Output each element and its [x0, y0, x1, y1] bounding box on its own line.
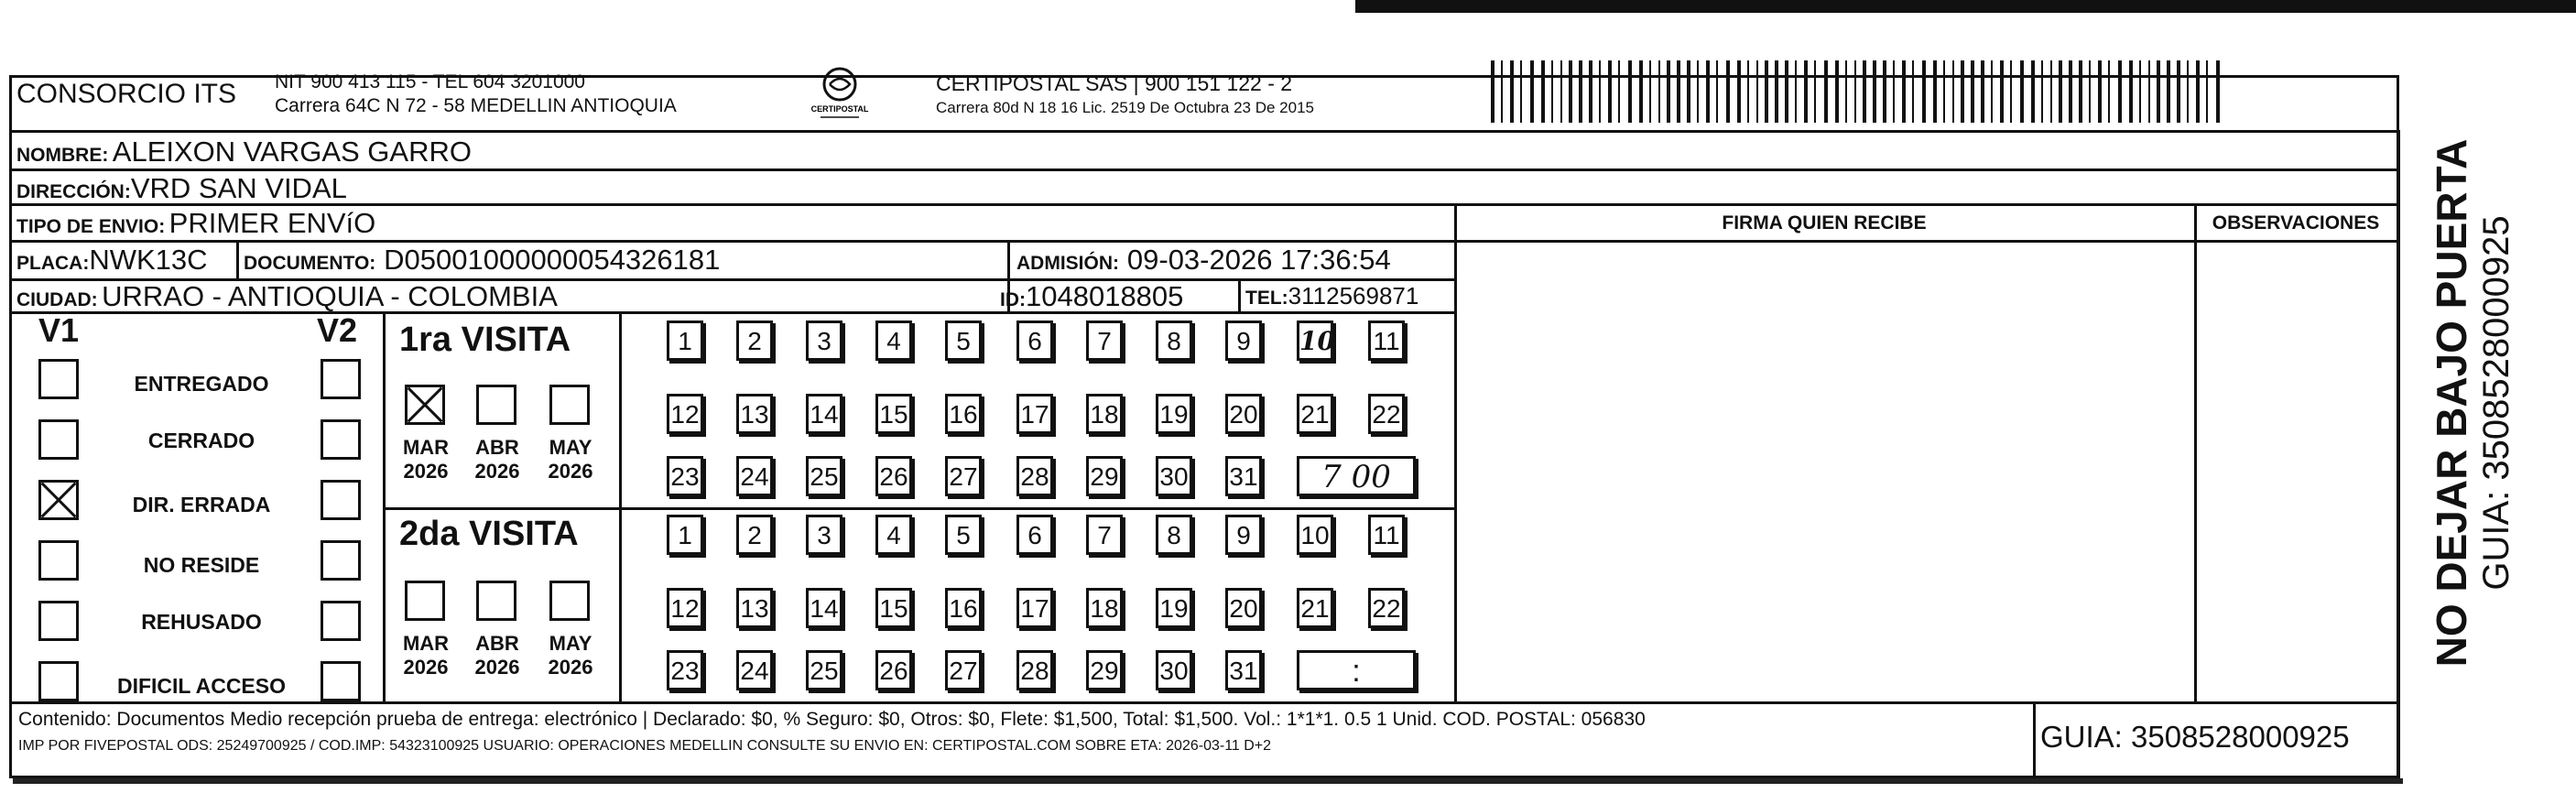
- barcode-bar: [2041, 60, 2043, 123]
- side-label: [2428, 139, 2517, 668]
- footer-guia: GUIA: 3508528000925: [2040, 720, 2350, 754]
- ciudad-row: [16, 280, 558, 313]
- rule: [2033, 701, 2036, 778]
- barcode-bar: [1961, 60, 1964, 123]
- barcode-bar: [1706, 60, 1710, 123]
- year-label: 2026: [474, 656, 520, 679]
- v1-checkbox[interactable]: [38, 359, 79, 399]
- barcode-bar: [1893, 60, 1895, 123]
- v1-checkbox[interactable]: [38, 661, 79, 701]
- second-visit-day-12[interactable]: 12: [667, 588, 703, 628]
- admision-row: [1016, 244, 1391, 277]
- barcode-bar: [2139, 60, 2141, 123]
- status-label: CERRADO: [147, 429, 255, 452]
- documento-label: DOCUMENTO:: [244, 253, 376, 274]
- company-nit: NIT 900 413 115 - TEL 604 3201000: [275, 71, 585, 92]
- second-visit-day-7[interactable]: 7: [1086, 515, 1123, 555]
- first-visit-day-8[interactable]: 8: [1156, 320, 1192, 361]
- barcode-bar: [1814, 60, 1816, 123]
- first-visit-day-11[interactable]: 11: [1368, 320, 1405, 361]
- second-visit-day-28[interactable]: 28: [1016, 650, 1053, 690]
- rule: [385, 507, 1456, 510]
- barcode-bar: [1520, 60, 1522, 123]
- second-visit-day-1[interactable]: 1: [667, 515, 703, 555]
- first-visit-day-3[interactable]: 3: [806, 320, 842, 361]
- status-label: DIR. ERRADA: [132, 493, 271, 516]
- barcode-bar: [1795, 60, 1797, 123]
- barcode-bar: [1785, 60, 1788, 123]
- barcode-bar: [2079, 60, 2082, 123]
- first-visit-day-30[interactable]: 30: [1156, 456, 1192, 496]
- first-visit-day-31[interactable]: 31: [1225, 456, 1262, 496]
- barcode-bar: [1902, 60, 1906, 123]
- first-visit-day-6[interactable]: 6: [1016, 320, 1053, 361]
- second-visit-day-3[interactable]: 3: [806, 515, 842, 555]
- rule: [9, 203, 2399, 206]
- year-label: 2026: [548, 656, 593, 679]
- barcode-bar: [1687, 60, 1690, 123]
- second-visit-day-14[interactable]: 14: [806, 588, 842, 628]
- barcode-bar: [1747, 60, 1749, 123]
- barcode-bar: [1628, 60, 1632, 123]
- delivery-form-frame: [9, 75, 2399, 778]
- barcode-bar: [1804, 60, 1808, 123]
- placa-row: [16, 244, 208, 277]
- id-label: ID:: [1000, 289, 1026, 310]
- barcode-bar: [1854, 60, 1856, 123]
- barcode-bar: [2206, 60, 2208, 123]
- placa-label: PLACA:: [16, 253, 90, 274]
- barcode-bar: [1824, 60, 1828, 123]
- second-visit-title: 2da VISITA: [399, 515, 579, 553]
- second-visit-day-22[interactable]: 22: [1368, 588, 1405, 628]
- month-checkbox[interactable]: [476, 581, 516, 621]
- second-visit-day-15[interactable]: 15: [875, 588, 912, 628]
- second-visit-day-17[interactable]: 17: [1016, 588, 1053, 628]
- id-value: 1048018805: [1026, 280, 1184, 312]
- second-visit-day-21[interactable]: 21: [1297, 588, 1333, 628]
- nombre-label: NOMBRE:: [16, 145, 109, 166]
- month-label: MAR: [402, 436, 450, 459]
- rule: [2397, 130, 2400, 778]
- barcode-bar: [1697, 60, 1699, 123]
- second-visit-day-24[interactable]: 24: [736, 650, 773, 690]
- tel-label: TEL:: [1245, 288, 1288, 309]
- second-visit-day-31[interactable]: 31: [1225, 650, 1262, 690]
- ciudad-value: URRAO - ANTIOQUIA - COLOMBIA: [102, 280, 558, 312]
- barcode-bar: [1569, 60, 1572, 123]
- first-visit-day-14[interactable]: 14: [806, 394, 842, 434]
- barcode-bar: [2129, 60, 2133, 123]
- barcode-bar: [2050, 60, 2052, 123]
- barcode-bar: [2069, 60, 2072, 123]
- second-visit-day-5[interactable]: 5: [945, 515, 982, 555]
- rule: [1238, 278, 1241, 311]
- v2-checkbox[interactable]: [321, 601, 361, 641]
- v1-checkbox[interactable]: [38, 419, 79, 460]
- company-name: CONSORCIO ITS: [16, 79, 237, 109]
- rule: [383, 311, 386, 701]
- barcode-bar: [1845, 60, 1847, 123]
- first-visit-day-22[interactable]: 22: [1368, 394, 1405, 434]
- month-caption: [538, 436, 603, 483]
- id-row: [1000, 280, 1183, 313]
- firma-header: FIRMA QUIEN RECIBE: [1722, 212, 1927, 234]
- documento-row: [244, 244, 720, 277]
- second-visit-day-19[interactable]: 19: [1156, 588, 1192, 628]
- barcode-bar: [1716, 60, 1718, 123]
- barcode-bar: [1981, 60, 1984, 123]
- barcode-bar: [2196, 60, 2200, 123]
- first-visit-day-5[interactable]: 5: [945, 320, 982, 361]
- certipostal-logo: [808, 64, 872, 121]
- barcode-bar: [1560, 60, 1562, 123]
- admision-label: ADMISIÓN:: [1016, 253, 1119, 274]
- second-visit-day-8[interactable]: 8: [1156, 515, 1192, 555]
- second-visit-day-23[interactable]: 23: [667, 650, 703, 690]
- barcode-bar: [1501, 60, 1503, 123]
- barcode-bar: [1551, 60, 1553, 123]
- rule: [9, 168, 2399, 171]
- barcode-bar: [1835, 60, 1839, 123]
- first-visit-day-13[interactable]: 13: [736, 394, 773, 434]
- barcode-bar: [1677, 60, 1680, 123]
- first-visit-day-20[interactable]: 20: [1225, 394, 1262, 434]
- barcode-bar: [2059, 60, 2062, 123]
- admision-value: 09-03-2026 17:36:54: [1126, 244, 1391, 276]
- side-guia: GUIA: 3508528000925: [2476, 215, 2516, 591]
- first-visit-day-25[interactable]: 25: [806, 456, 842, 496]
- barcode-bar: [1991, 60, 1993, 123]
- carrier-name: CERTIPOSTAL SAS | 900 151 122 - 2: [936, 71, 1293, 95]
- status-label: NO RESIDE: [143, 553, 260, 577]
- v1-checkbox[interactable]: [38, 480, 79, 520]
- barcode-bar: [1912, 60, 1914, 123]
- barcode-bar: [1863, 60, 1866, 123]
- first-visit-day-21[interactable]: 21: [1297, 394, 1333, 434]
- first-visit-day-28[interactable]: 28: [1016, 456, 1053, 496]
- first-visit-day-23[interactable]: 23: [667, 456, 703, 496]
- rule: [236, 240, 239, 278]
- v2-checkbox[interactable]: [321, 359, 361, 399]
- second-visit-day-13[interactable]: 13: [736, 588, 773, 628]
- month-checkbox[interactable]: [549, 581, 590, 621]
- v2-checkbox[interactable]: [321, 540, 361, 581]
- second-visit-day-18[interactable]: 18: [1086, 588, 1123, 628]
- svg-text:CERTIPOSTAL: CERTIPOSTAL: [810, 104, 869, 114]
- tipo-label: TIPO DE ENVIO:: [16, 216, 166, 237]
- barcode-bar: [1491, 60, 1495, 123]
- barcode-bar: [1530, 60, 1534, 123]
- v2-header: V2: [317, 311, 358, 349]
- company-address: Carrera 64C N 72 - 58 MEDELLIN ANTIOQUIA: [275, 95, 677, 116]
- barcode-bar: [2167, 60, 2170, 123]
- barcode-bar: [2010, 60, 2012, 123]
- v2-checkbox[interactable]: [321, 419, 361, 460]
- v1-header: V1: [38, 311, 80, 349]
- top-edge-line: [1355, 0, 2576, 13]
- second-visit-day-30[interactable]: 30: [1156, 650, 1192, 690]
- second-visit-day-20[interactable]: 20: [1225, 588, 1262, 628]
- carrier-address: Carrera 80d N 18 16 Lic. 2519 De Octubra 23 De 2015: [936, 99, 1314, 116]
- barcode-bar: [1737, 60, 1741, 123]
- month-caption: [465, 436, 529, 483]
- barcode-bar: [1639, 60, 1643, 123]
- barcode-bar: [1579, 60, 1582, 123]
- second-visit-day-29[interactable]: 29: [1086, 650, 1123, 690]
- barcode-bar: [2216, 60, 2220, 123]
- barcode-bar: [2089, 60, 2091, 123]
- barcode-bar: [1922, 60, 1926, 123]
- second-visit-day-10[interactable]: 10: [1297, 515, 1333, 555]
- first-visit-day-29[interactable]: 29: [1086, 456, 1123, 496]
- barcode-bar: [1971, 60, 1974, 123]
- v1-checkbox[interactable]: [38, 540, 79, 581]
- month-checkbox[interactable]: [476, 385, 516, 425]
- direccion-label: DIRECCIÓN:: [16, 181, 131, 202]
- first-visit-time-box[interactable]: 7 00: [1297, 456, 1416, 496]
- direccion-row: [16, 172, 347, 205]
- nombre-value: ALEIXON VARGAS GARRO: [112, 136, 472, 168]
- barcode-bar: [2108, 60, 2110, 123]
- documento-value: D05001000000054326181: [384, 244, 721, 276]
- barcode-bar: [1667, 60, 1670, 123]
- second-visit-day-2[interactable]: 2: [736, 515, 773, 555]
- side-warning: NO DEJAR BAJO PUERTA: [2428, 138, 2475, 668]
- ciudad-label: CIUDAD:: [16, 289, 98, 310]
- first-visit-day-1[interactable]: 1: [667, 320, 703, 361]
- barcode-bar: [1608, 60, 1612, 123]
- frame-shadow: [13, 778, 2403, 784]
- footer-content: Contenido: Documentos Medio recepción prueba de entrega: electrónico | Declarado: $0, % Seguro: $0, Otros: $0, Flete: $1,500, Total: $1,500. Vol.: 1*1*1. 0.5 1 Unid. COD. POSTAL: 056830: [18, 709, 1646, 730]
- first-visit-day-26[interactable]: 26: [875, 456, 912, 496]
- placa-value: NWK13C: [89, 244, 208, 276]
- barcode-bar: [1883, 60, 1886, 123]
- month-caption: [465, 632, 529, 679]
- rule: [9, 701, 2399, 704]
- status-label: DIFICIL ACCESO: [116, 674, 286, 698]
- barcode-bar: [2187, 60, 2189, 123]
- second-visit-day-9[interactable]: 9: [1225, 515, 1262, 555]
- tel-value: 3112569871: [1288, 282, 1419, 310]
- second-visit-day-16[interactable]: 16: [945, 588, 982, 628]
- first-visit-day-10[interactable]: 10: [1297, 320, 1333, 361]
- first-visit-day-2[interactable]: 2: [736, 320, 773, 361]
- year-label: 2026: [474, 460, 520, 483]
- barcode-bar: [2177, 60, 2180, 123]
- rule: [2194, 203, 2197, 701]
- barcode-bar: [2020, 60, 2024, 123]
- barcode-bar: [1649, 60, 1651, 123]
- barcode-bar: [1933, 60, 1937, 123]
- barcode-bar: [1618, 60, 1620, 123]
- barcode-bar: [1765, 60, 1768, 123]
- second-visit-day-4[interactable]: 4: [875, 515, 912, 555]
- tipo-value: PRIMER ENVíO: [168, 207, 376, 239]
- rule: [619, 311, 622, 701]
- second-visit-day-11[interactable]: 11: [1368, 515, 1405, 555]
- first-visit-day-17[interactable]: 17: [1016, 394, 1053, 434]
- v1-checkbox[interactable]: [38, 601, 79, 641]
- barcode: [1491, 60, 2225, 123]
- barcode-bar: [2118, 60, 2122, 123]
- barcode-bar: [1873, 60, 1876, 123]
- rule: [9, 130, 2399, 133]
- second-visit-time-box[interactable]: :: [1297, 650, 1416, 690]
- year-label: 2026: [548, 460, 593, 483]
- month-label: MAY: [549, 632, 592, 655]
- first-visit-day-15[interactable]: 15: [875, 394, 912, 434]
- tipo-row: [16, 207, 375, 240]
- month-caption: [538, 632, 603, 679]
- month-checkbox[interactable]: [549, 385, 590, 425]
- month-label: MAY: [549, 436, 592, 459]
- barcode-bar: [1589, 60, 1592, 123]
- nombre-row: [16, 136, 472, 168]
- first-visit-day-4[interactable]: 4: [875, 320, 912, 361]
- month-caption: [394, 632, 458, 679]
- direccion-value: VRD SAN VIDAL: [130, 172, 347, 204]
- month-label: MAR: [402, 632, 450, 655]
- tel-row: [1245, 282, 1418, 310]
- barcode-bar: [1775, 60, 1778, 123]
- barcode-bar: [2148, 60, 2150, 123]
- barcode-bar: [1510, 60, 1514, 123]
- month-caption: [394, 436, 458, 483]
- barcode-bar: [1943, 60, 1945, 123]
- barcode-bar: [1599, 60, 1601, 123]
- second-visit-day-25[interactable]: 25: [806, 650, 842, 690]
- year-label: 2026: [403, 460, 449, 483]
- barcode-bar: [2000, 60, 2004, 123]
- first-visit-day-18[interactable]: 18: [1086, 394, 1123, 434]
- observaciones-header: OBSERVACIONES: [2212, 212, 2380, 234]
- footer-meta: IMP POR FIVEPOSTAL ODS: 25249700925 / COD.IMP: 54323100925 USUARIO: OPERACIONES MEDELLIN CONSULTE SU ENVIO EN: CERTIPOSTAL.COM SOBRE ETA: 2026-03-11 D+2: [18, 738, 1272, 754]
- year-label: 2026: [403, 656, 449, 679]
- first-visit-day-9[interactable]: 9: [1225, 320, 1262, 361]
- month-checkbox[interactable]: [405, 385, 445, 425]
- second-visit-day-6[interactable]: 6: [1016, 515, 1053, 555]
- status-label: ENTREGADO: [134, 372, 269, 396]
- month-checkbox[interactable]: [405, 581, 445, 621]
- barcode-bar: [1541, 60, 1545, 123]
- v2-checkbox[interactable]: [321, 480, 361, 520]
- month-label: ABR: [475, 436, 519, 459]
- status-label: REHUSADO: [141, 610, 262, 634]
- second-visit-day-26[interactable]: 26: [875, 650, 912, 690]
- first-visit-day-12[interactable]: 12: [667, 394, 703, 434]
- rule: [9, 240, 2399, 243]
- first-visit-day-16[interactable]: 16: [945, 394, 982, 434]
- barcode-bar: [2098, 60, 2102, 123]
- first-visit-day-7[interactable]: 7: [1086, 320, 1123, 361]
- barcode-bar: [1726, 60, 1730, 123]
- barcode-bar: [2031, 60, 2035, 123]
- month-label: ABR: [475, 632, 519, 655]
- first-visit-day-27[interactable]: 27: [945, 456, 982, 496]
- barcode-bar: [1756, 60, 1758, 123]
- barcode-bar: [2157, 60, 2160, 123]
- first-visit-day-19[interactable]: 19: [1156, 394, 1192, 434]
- barcode-bar: [1658, 60, 1660, 123]
- second-visit-day-27[interactable]: 27: [945, 650, 982, 690]
- first-visit-title: 1ra VISITA: [399, 320, 571, 359]
- rule: [1454, 203, 1457, 701]
- first-visit-day-24[interactable]: 24: [736, 456, 773, 496]
- v2-checkbox[interactable]: [321, 661, 361, 701]
- barcode-bar: [1952, 60, 1954, 123]
